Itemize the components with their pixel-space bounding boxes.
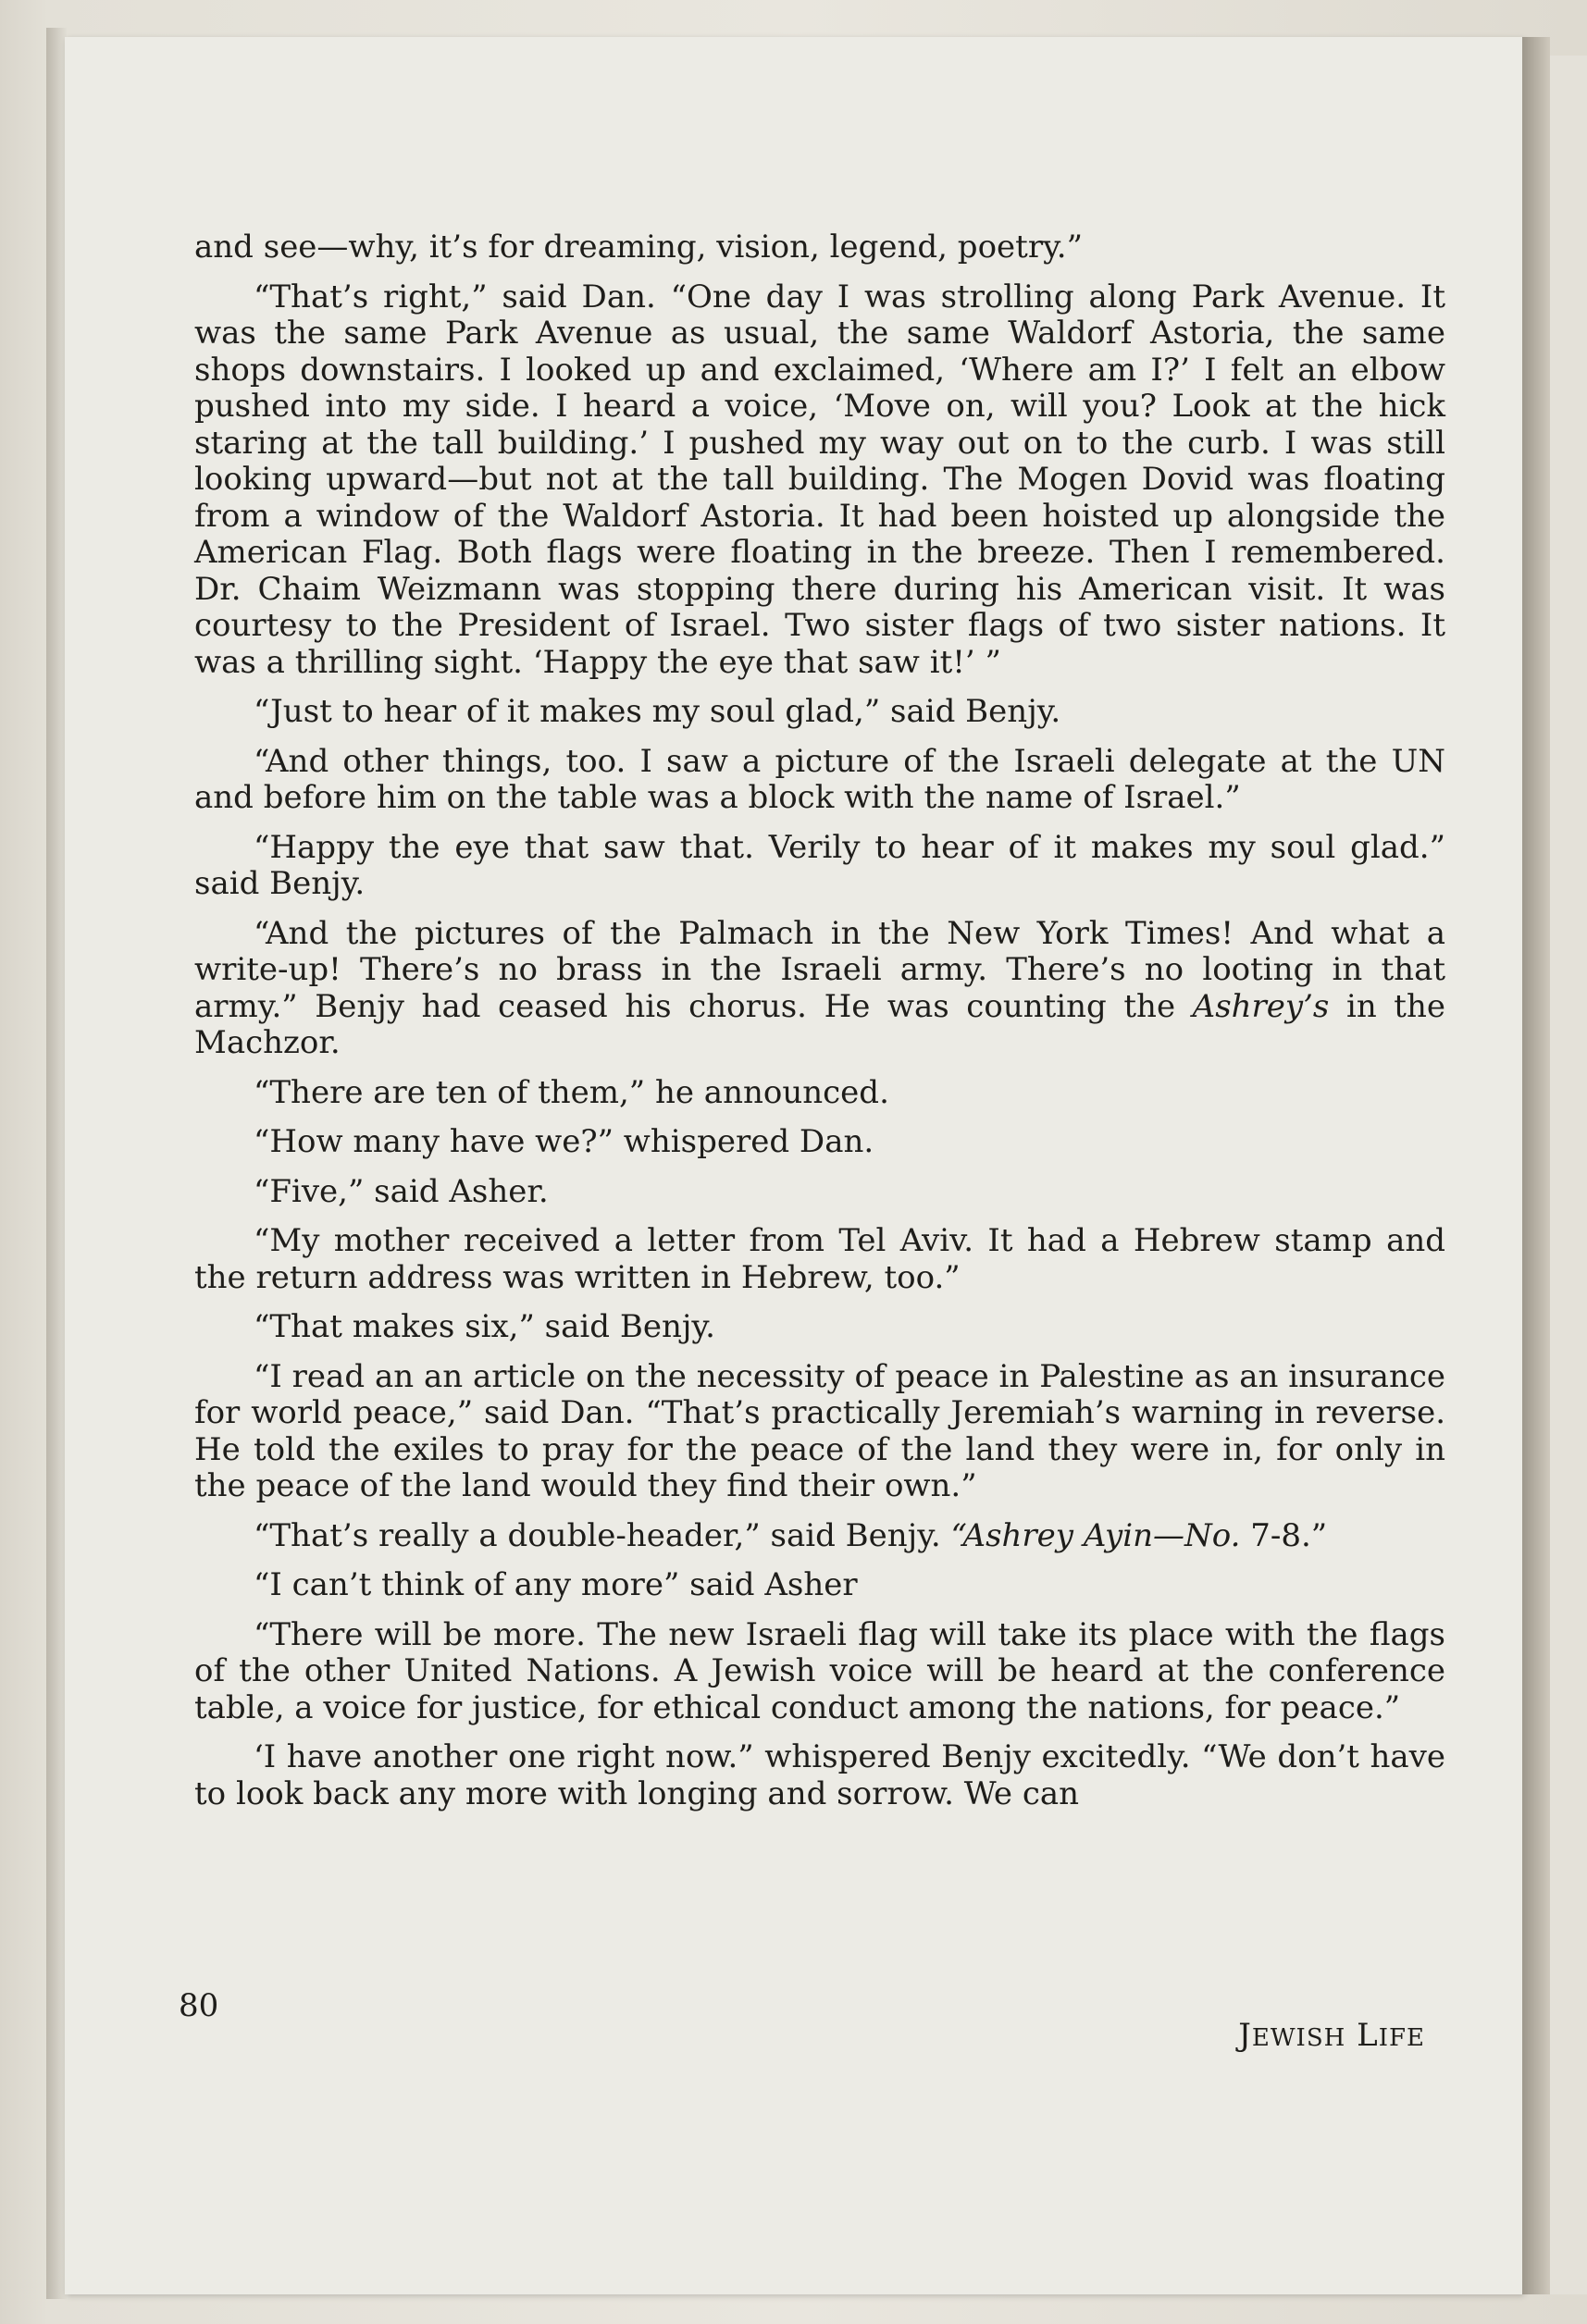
paragraph: [194, 1223, 1445, 1296]
paragraph: [194, 1124, 1445, 1161]
footer-rest-1: EWISH: [1251, 2024, 1346, 2052]
adjacent-page-edge: [1550, 56, 1587, 2294]
text-run: “That’s really a double-header,” said Benjy.: [254, 1516, 951, 1554]
text-run: “Just to hear of it makes my soul glad,” said Benjy.: [254, 693, 1061, 730]
italic-text: Ashrey’s: [1192, 987, 1330, 1025]
text-run: and see—why, it’s for dreaming, vision, legend, poetry.”: [194, 229, 1083, 266]
paragraph: [194, 1309, 1445, 1346]
paragraph: [194, 1174, 1445, 1211]
page-gutter-shadow: [1522, 37, 1550, 2294]
footer-rest-2: IFE: [1378, 2024, 1425, 2052]
text-run: in the Machzor.: [194, 987, 1445, 1061]
text-run: “And other things, too. I saw a picture of the Israeli delegate at the UN and before him on the table was a block with the name of Israel.”: [194, 742, 1445, 816]
paragraph: [194, 1075, 1445, 1112]
page-left-edge: [46, 28, 67, 2299]
text-run: “And the pictures of the Palmach in the New York Times! And what a write-up! There’s no brass in the Israeli army. There’s no looting in that army.” Benjy had ceased his chorus. He was counting the: [194, 914, 1445, 1025]
italic-text: “Ashrey Ayin—No.: [950, 1516, 1241, 1554]
text-run: “I can’t think of any more” said Asher: [254, 1566, 858, 1603]
text-run: “That’s right,” said Dan. “One day I was strolling along Park Avenue. It was the same Park Avenue as usual, the same Waldorf Astoria, the same shops downstairs. I looked up and exclaimed, ‘Where am I?’ I felt an elbow pushed into my side. I heard a voice, ‘Move on, will you? Look at the hick staring at the tall building.’ I pushed my way out on to the curb. I was still looking upward—but not at the tall building. The Mogen Dovid was floating from a window of the Waldorf Astoria. It had been hoisted up alongside the American Flag. Both flags were floating in the breeze. Then I remembered. Dr. Chaim Weizmann was stopping there during his American visit. It was courtesy to the President of Israel. Two sister flags of two sister nations. It was a thrilling sight. ‘Happy the eye that saw it!’ ”: [194, 278, 1445, 681]
text-run: “How many have we?” whispered Dan.: [254, 1123, 874, 1160]
text-run: “Five,” said Asher.: [254, 1172, 549, 1210]
paragraph: [194, 1518, 1445, 1555]
body-text: [194, 229, 1445, 1825]
page-number: 80: [179, 1987, 219, 2024]
footer-initial-1: J: [1238, 2017, 1252, 2054]
text-run: “There are ten of them,” he announced.: [254, 1073, 889, 1111]
paragraph: [194, 830, 1445, 903]
paragraph: [194, 916, 1445, 1062]
paragraph: [194, 1739, 1445, 1812]
paragraph: [194, 229, 1445, 266]
text-run: ‘I have another one right now.” whispered Benjy excitedly. “We don’t have to look back any more with longing and sorrow. We can: [194, 1738, 1445, 1812]
paragraph: [194, 1617, 1445, 1727]
paragraph: [194, 1359, 1445, 1505]
text-run: 7-8.”: [1240, 1516, 1328, 1554]
paragraph: [194, 279, 1445, 682]
paragraph: [194, 1567, 1445, 1604]
running-footer: [1238, 2017, 1425, 2054]
text-run: “My mother received a letter from Tel Aviv. It had a Hebrew stamp and the return address was written in Hebrew, too.”: [194, 1222, 1445, 1296]
paragraph: [194, 694, 1445, 731]
text-run: “That makes six,” said Benjy.: [254, 1308, 715, 1345]
paragraph: [194, 744, 1445, 817]
footer-initial-2: L: [1357, 2017, 1379, 2054]
text-run: “I read an an article on the necessity of peace in Palestine as an insurance for world peace,” said Dan. “That’s practically Jeremiah’s warning in reverse. He told the exiles to pray for the peace of the land they were in, for only in the peace of the land would they find their own.”: [194, 1357, 1445, 1504]
text-run: “There will be more. The new Israeli flag will take its place with the flags of the other United Nations. A Jewish voice will be heard at the conference table, a voice for justice, for ethical conduct among the nations, for peace.”: [194, 1615, 1445, 1726]
text-run: “Happy the eye that saw that. Verily to hear of it makes my soul glad.” said Benjy.: [194, 828, 1445, 902]
